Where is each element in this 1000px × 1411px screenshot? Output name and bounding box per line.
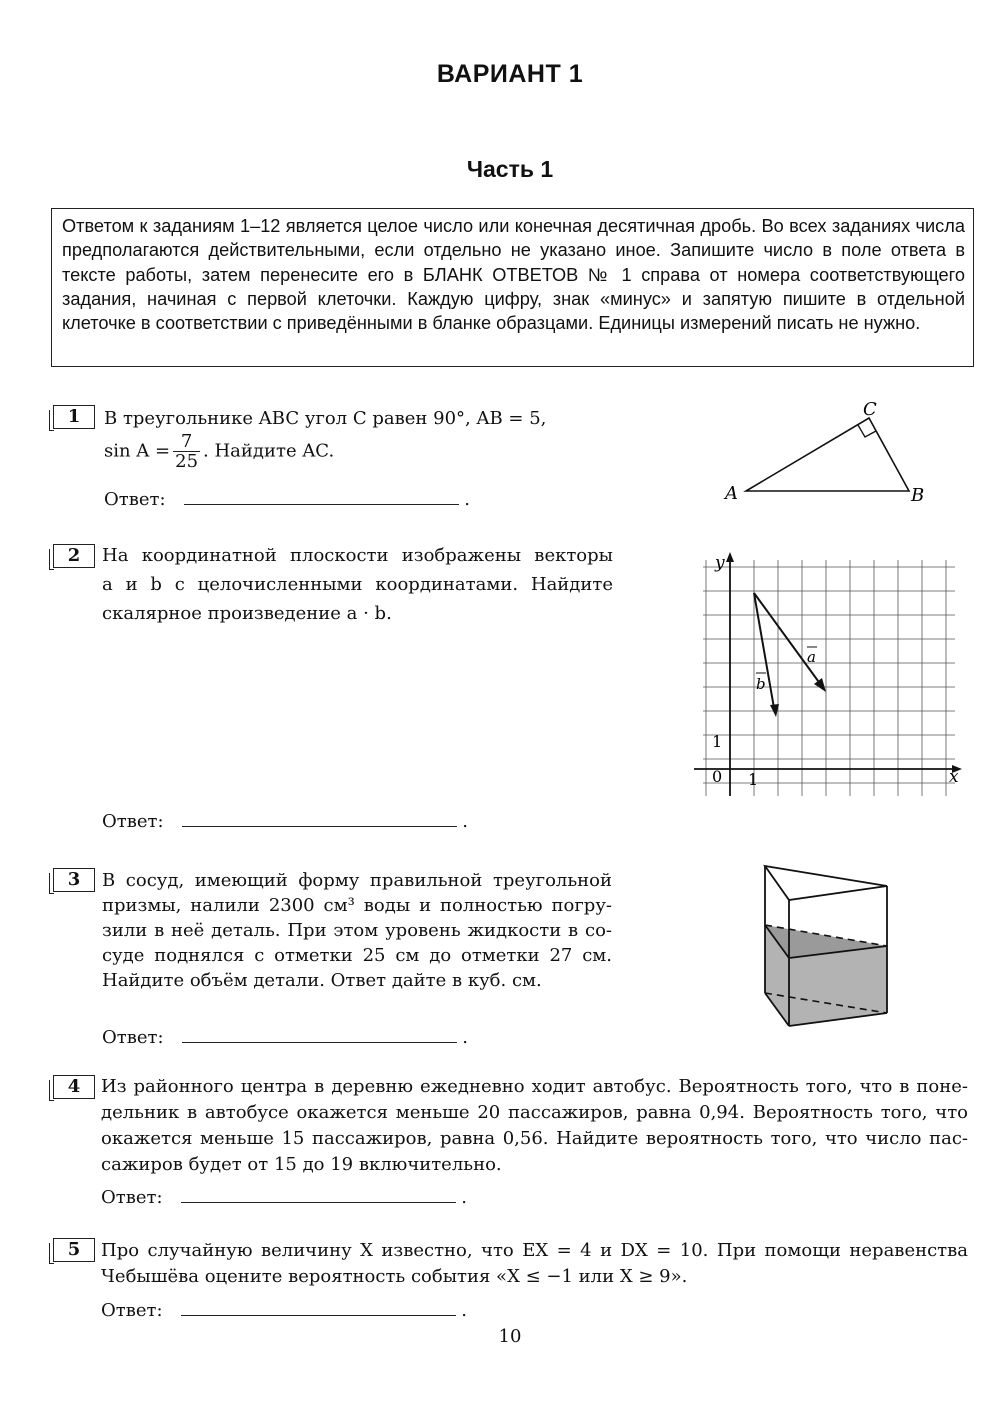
answer-field[interactable]: [181, 1297, 456, 1316]
task-2-line-1: На координатной плоскости изображены векторы: [102, 545, 613, 566]
task-5-line-1: Про случайную величину X известно, что EX = 4 и DX = 10. При помощи неравенства: [101, 1240, 968, 1261]
vertex-b-label: B: [911, 485, 925, 506]
task-1-sin-suffix: . Найдите AC.: [203, 440, 335, 462]
page-number: 10: [498, 1326, 522, 1347]
answer-period: .: [462, 1027, 468, 1048]
y-axis-arrow: [726, 552, 734, 562]
vertex-c-label: C: [863, 399, 877, 420]
answer-field[interactable]: [181, 1184, 456, 1203]
task-4-line-1: Из районного центра в деревню ежедневно ходит автобус. Вероятность того, что в поне-: [101, 1076, 968, 1097]
fraction-numerator: 7: [173, 432, 200, 452]
vector-grid-figure: [690, 548, 965, 803]
task-1-fraction: [173, 432, 200, 471]
answer-label: Ответ:: [101, 1187, 163, 1208]
answer-period: .: [461, 1187, 467, 1208]
y-unit-label: 1: [712, 732, 723, 751]
answer-period: .: [464, 489, 470, 510]
answer-label: Ответ:: [102, 1027, 164, 1048]
x-unit-label: 1: [748, 770, 759, 789]
task-3-line-2: призмы, налили 2300 см³ воды и полностью погру-: [102, 895, 612, 916]
grid-lines: [703, 560, 955, 796]
task-4-line-2: дельник в автобусе окажется меньше 20 пассажиров, равна 0,94. Вероятность того, что: [101, 1102, 968, 1123]
task-5-line-2: Чебышёва оцените вероятность события «X ≤ −1 или X ≥ 9».: [101, 1266, 688, 1287]
origin-label: 0: [712, 767, 723, 786]
task-3-line-5: Найдите объём детали. Ответ дайте в куб. см.: [102, 970, 542, 991]
triangle-figure: [715, 395, 935, 510]
answer-period: .: [462, 811, 468, 832]
answer-period: .: [461, 1300, 467, 1321]
task-3-line-1: В сосуд, имеющий форму правильной треугольной: [102, 870, 612, 891]
task-4-answer: [101, 1184, 467, 1208]
task-4-line-4: сажиров будет от 15 до 19 включительно.: [101, 1154, 502, 1175]
prism-figure: [755, 858, 900, 1033]
task-2-number: 2: [53, 544, 95, 568]
task-1-line-1: В треугольнике ABC угол C равен 90°, AB = 5,: [104, 408, 547, 429]
fraction-denominator: 25: [175, 451, 199, 472]
task-2-answer: [102, 808, 468, 832]
task-1-number: 1: [53, 405, 95, 429]
answer-label: Ответ:: [101, 1300, 163, 1321]
answer-field[interactable]: [184, 486, 459, 505]
x-axis-label: x: [949, 767, 959, 787]
variant-title: ВАРИАНТ 1: [436, 60, 584, 88]
answer-label: Ответ:: [104, 489, 166, 510]
answer-field[interactable]: [182, 1024, 457, 1043]
task-3-line-4: суде поднялся с отметки 25 см до отметки 27 см.: [102, 945, 612, 966]
task-1-line-2: [104, 432, 334, 471]
task-5-answer: [101, 1297, 467, 1321]
task-3-answer: [102, 1024, 468, 1048]
triangle-shape: [746, 418, 909, 491]
task-2-line-2: a и b с целочисленными координатами. Найдите: [102, 574, 613, 595]
vector-b-label: b: [756, 675, 766, 693]
y-axis-label: y: [715, 553, 725, 573]
task-1-sin-prefix: sin A =: [104, 440, 171, 462]
vector-a-label: a: [807, 648, 816, 666]
vector-a-arrowhead: [814, 678, 826, 692]
task-4-line-3: окажется меньше 15 пассажиров, равна 0,56. Найдите вероятность того, что число пас-: [101, 1128, 968, 1149]
answer-field[interactable]: [182, 808, 457, 827]
task-2-line-3: скалярное произведение a · b.: [102, 603, 392, 624]
task-3-number: 3: [53, 868, 95, 892]
answer-label: Ответ:: [102, 811, 164, 832]
task-5-number: 5: [53, 1238, 95, 1262]
task-3-line-3: зили в неё деталь. При этом уровень жидкости в со-: [102, 920, 612, 941]
task-4-number: 4: [53, 1075, 95, 1099]
vertex-a-label: A: [725, 483, 738, 504]
instructions-box: Ответом к заданиям 1–12 является целое число или конечная десятичная дробь. Во всех заданиях числа предполагаются действительными, если отдельно не указано иное. Запишите число в поле ответа в тексте работы, затем перенесите его в БЛАНК ОТВЕТОВ № 1 справа от номера соответствующего задания, начиная с первой клеточки. Каждую цифру, знак «минус» и запятую пишите в отдельной клеточке в соответствии с приведёнными в бланке образцами. Единицы измерений писать не нужно.: [51, 208, 974, 367]
part-title: Часть 1: [466, 156, 554, 182]
task-1-answer: [104, 486, 470, 510]
